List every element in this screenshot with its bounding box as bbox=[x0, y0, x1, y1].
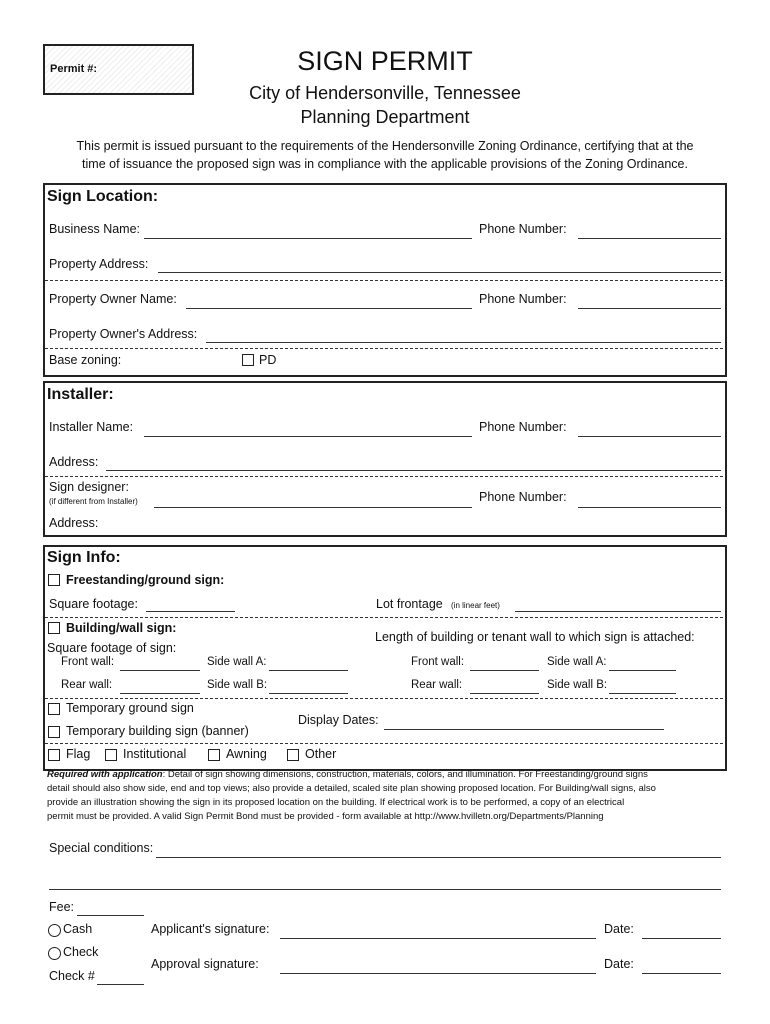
requirements-text-1: : Detail of sign showing dimensions, construction, materials, colors, and illumination. For Freestanding/ground signs bbox=[162, 769, 648, 780]
approval-date-label: Date: bbox=[604, 957, 634, 971]
front-wall-label: Front wall: bbox=[61, 656, 115, 668]
divider bbox=[45, 280, 723, 281]
front-wall-sqft-field[interactable] bbox=[120, 670, 200, 671]
side-wall-a-label: Side wall A: bbox=[207, 656, 267, 668]
divider bbox=[45, 348, 723, 349]
designer-phone-field[interactable] bbox=[578, 507, 721, 508]
side-wall-b-length-label: Side wall B: bbox=[547, 679, 608, 691]
fee-label: Fee: bbox=[49, 900, 75, 914]
pd-checkbox[interactable] bbox=[242, 354, 254, 366]
sign-designer-field[interactable] bbox=[154, 507, 472, 508]
side-wall-a-length-field[interactable] bbox=[609, 670, 676, 671]
display-dates-label: Display Dates: bbox=[298, 713, 379, 727]
cash-radio[interactable] bbox=[48, 924, 61, 937]
rear-wall-label: Rear wall: bbox=[61, 679, 113, 691]
rear-wall-length-field[interactable] bbox=[470, 693, 539, 694]
installer-phone-field[interactable] bbox=[578, 436, 721, 437]
property-address-field[interactable] bbox=[158, 272, 721, 273]
sign-designer-note: (if different from Installer) bbox=[49, 497, 138, 506]
institutional-label: Institutional bbox=[123, 747, 187, 761]
check-number-field[interactable] bbox=[97, 984, 144, 985]
applicant-date-label: Date: bbox=[604, 922, 634, 936]
building-wall-checkbox[interactable] bbox=[48, 622, 60, 634]
approval-signature-field[interactable] bbox=[280, 973, 596, 974]
institutional-checkbox[interactable] bbox=[105, 749, 117, 761]
requirements-note-line-2: detail should also show side, end and top views; also provide a detailed, scaled site plan showing proposed location. For Building/wall signs, also bbox=[47, 783, 656, 794]
applicant-date-field[interactable] bbox=[642, 938, 721, 939]
freestanding-label: Freestanding/ground sign: bbox=[66, 573, 225, 587]
page-title: SIGN PERMIT bbox=[297, 46, 473, 76]
intro-line-2: time of issuance the proposed sign was in compliance with the applicable provisions of the Zoning Ordinance. bbox=[82, 157, 688, 171]
wall-length-label: Length of building or tenant wall to which sign is attached: bbox=[375, 630, 695, 644]
temp-building-checkbox[interactable] bbox=[48, 726, 60, 738]
installer-phone-label: Phone Number: bbox=[479, 420, 567, 434]
lot-frontage-field[interactable] bbox=[515, 611, 721, 612]
flag-checkbox[interactable] bbox=[48, 749, 60, 761]
awning-label: Awning bbox=[226, 747, 267, 761]
requirements-note-line-1 bbox=[47, 769, 648, 780]
check-radio[interactable] bbox=[48, 947, 61, 960]
special-conditions-field[interactable] bbox=[156, 857, 721, 858]
side-wall-b-length-field[interactable] bbox=[609, 693, 676, 694]
awning-checkbox[interactable] bbox=[208, 749, 220, 761]
phone-number-label-1: Phone Number: bbox=[479, 222, 567, 236]
sign-info-title: Sign Info: bbox=[47, 549, 121, 566]
divider bbox=[45, 698, 723, 699]
rear-wall-length-label: Rear wall: bbox=[411, 679, 463, 691]
freestanding-checkbox[interactable] bbox=[48, 574, 60, 586]
divider bbox=[45, 743, 723, 744]
department-name: Planning Department bbox=[300, 107, 470, 127]
owner-name-field[interactable] bbox=[186, 308, 472, 309]
side-wall-a-length-label: Side wall A: bbox=[547, 656, 607, 668]
owner-address-field[interactable] bbox=[206, 342, 721, 343]
side-wall-b-label: Side wall B: bbox=[207, 679, 268, 691]
sign-square-footage-label: Square footage of sign: bbox=[47, 641, 177, 655]
sign-location-title: Sign Location: bbox=[47, 188, 159, 205]
cash-label: Cash bbox=[63, 922, 93, 936]
installer-name-field[interactable] bbox=[144, 436, 472, 437]
designer-phone-label: Phone Number: bbox=[479, 490, 567, 504]
permit-number-box bbox=[43, 44, 194, 95]
phone-number-field-1[interactable] bbox=[578, 238, 721, 239]
side-wall-b-sqft-field[interactable] bbox=[269, 693, 348, 694]
approval-signature-label: Approval signature: bbox=[151, 957, 259, 971]
sign-designer-label: Sign designer: bbox=[49, 480, 129, 494]
phone-number-label-2: Phone Number: bbox=[479, 292, 567, 306]
applicant-signature-label: Applicant's signature: bbox=[151, 922, 270, 936]
front-wall-length-field[interactable] bbox=[470, 670, 539, 671]
check-label: Check bbox=[63, 945, 99, 959]
owner-name-label: Property Owner Name: bbox=[49, 292, 177, 306]
temp-ground-label: Temporary ground sign bbox=[66, 701, 194, 715]
required-label: Required with application bbox=[47, 769, 163, 780]
installer-name-label: Installer Name: bbox=[49, 420, 134, 434]
pd-label: PD bbox=[259, 353, 277, 367]
check-number-label: Check # bbox=[49, 969, 95, 983]
business-name-field[interactable] bbox=[144, 238, 472, 239]
flag-label: Flag bbox=[66, 747, 91, 761]
rear-wall-sqft-field[interactable] bbox=[120, 693, 200, 694]
installer-address-field[interactable] bbox=[106, 470, 721, 471]
requirements-note-line-3: provide an illustration showing the sign in its proposed location on the building. If electrical work is to be performed, a copy of an electrical bbox=[47, 797, 625, 808]
installer-address-label: Address: bbox=[49, 455, 99, 469]
divider bbox=[45, 476, 723, 477]
square-footage-label: Square footage: bbox=[49, 597, 138, 611]
special-conditions-field-2[interactable] bbox=[49, 889, 721, 890]
display-dates-field[interactable] bbox=[384, 729, 664, 730]
lot-frontage-note: (in linear feet) bbox=[451, 601, 500, 610]
base-zoning-label: Base zoning: bbox=[49, 353, 122, 367]
square-footage-field[interactable] bbox=[146, 611, 235, 612]
phone-number-field-2[interactable] bbox=[578, 308, 721, 309]
permit-number-label: Permit #: bbox=[50, 63, 98, 75]
special-conditions-label: Special conditions: bbox=[49, 841, 154, 855]
temp-ground-checkbox[interactable] bbox=[48, 703, 60, 715]
approval-date-field[interactable] bbox=[642, 973, 721, 974]
city-name: City of Hendersonville, Tennessee bbox=[249, 83, 521, 103]
fee-field[interactable] bbox=[77, 915, 144, 916]
owner-address-label: Property Owner's Address: bbox=[49, 327, 198, 341]
temp-building-label: Temporary building sign (banner) bbox=[66, 724, 249, 738]
installer-section bbox=[43, 381, 727, 537]
installer-title: Installer: bbox=[47, 386, 114, 403]
divider bbox=[45, 617, 723, 618]
side-wall-a-sqft-field[interactable] bbox=[269, 670, 348, 671]
business-name-label: Business Name: bbox=[49, 222, 141, 236]
property-address-label: Property Address: bbox=[49, 257, 149, 271]
designer-address-label: Address: bbox=[49, 516, 99, 530]
building-wall-label: Building/wall sign: bbox=[66, 621, 177, 635]
other-checkbox[interactable] bbox=[287, 749, 299, 761]
lot-frontage-label: Lot frontage bbox=[376, 597, 443, 611]
applicant-signature-field[interactable] bbox=[280, 938, 596, 939]
front-wall-length-label: Front wall: bbox=[411, 656, 465, 668]
other-label: Other bbox=[305, 747, 337, 761]
requirements-note-line-4: permit must be provided. A valid Sign Permit Bond must be provided - form available at http://www.hvilletn.org/Departments/Planning bbox=[47, 811, 604, 822]
intro-line-1: This permit is issued pursuant to the requirements of the Hendersonville Zoning Ordinance, certifying that at the bbox=[76, 139, 694, 153]
